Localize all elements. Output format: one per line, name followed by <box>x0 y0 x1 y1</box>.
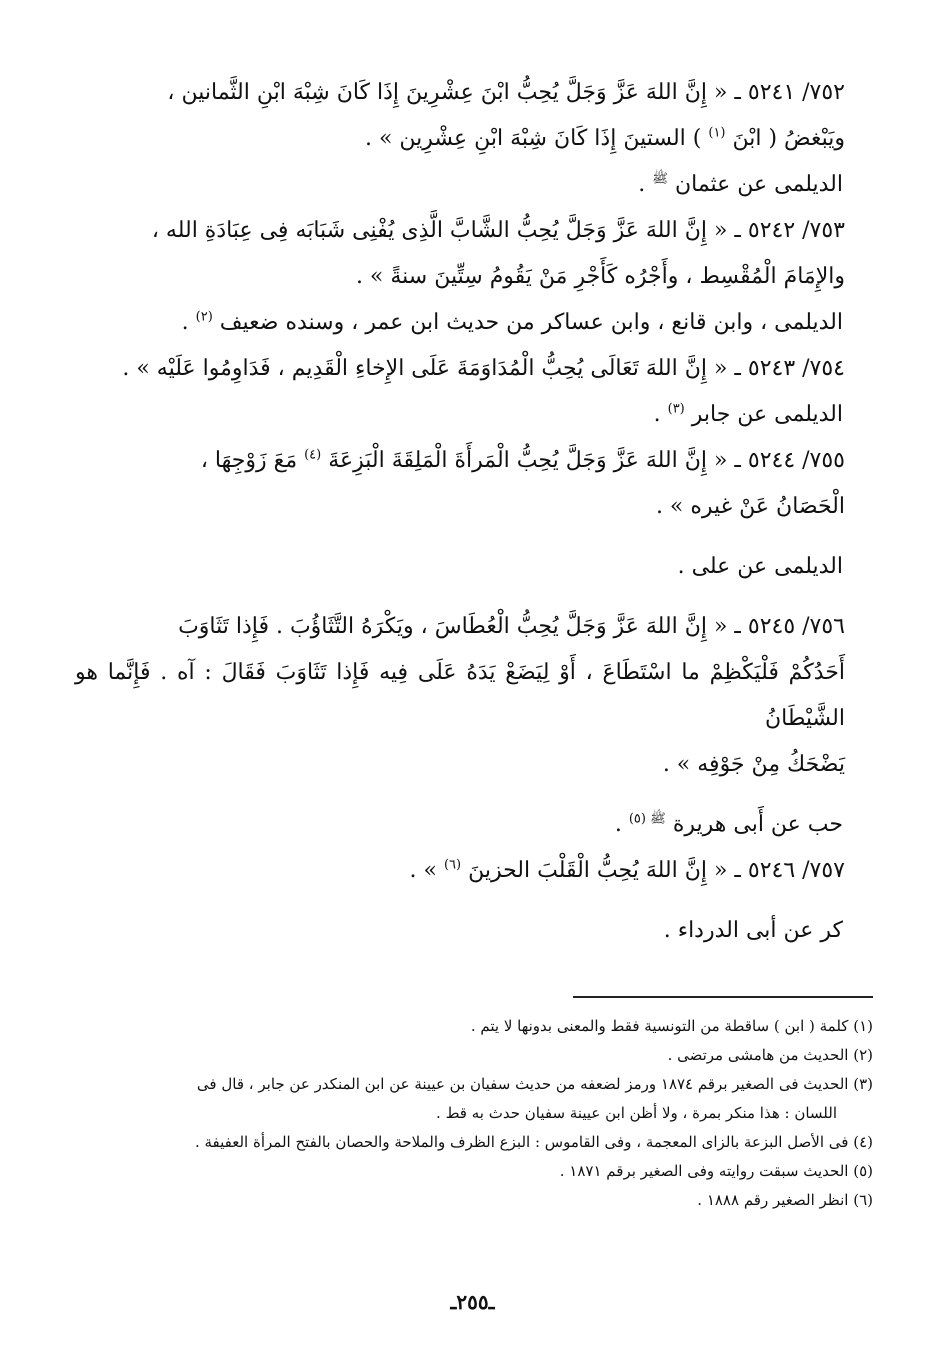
hadith-entry-757 <box>75 848 845 894</box>
hadith-entry-752 <box>75 70 845 162</box>
spacer <box>75 894 845 908</box>
hadith-text-line: ٧٥٤/ ٥٢٤٣ ـ « إِنَّ اللهَ تَعَالَى يُحِبُّ الْمُدَاوَمَةَ عَلَى الإِخاءِ الْقَدِيم ، فَدَاوِمُوا عَلَيْه » . <box>122 356 845 381</box>
footnote-3: (٣) الحديث فى الصغير برقم ١٨٧٤ ورمز لضعفه من حديث سفيان بن عيينة عن ابن المنكدر عن جابر ، قال فى <box>196 1075 873 1093</box>
footnote-marker: (٦) <box>443 857 462 873</box>
hadith-text-line: يَضْحَكُ مِنْ جَوْفِه » . <box>662 752 845 777</box>
hadith-entry-753 <box>75 208 845 300</box>
hadith-text: مَعَ زَوْجِهَا ، <box>200 448 305 473</box>
footnotes <box>73 1012 873 1215</box>
hadith-text-line: والإِمَامَ الْمُقْسِط ، وأَجْرُه كَأَجْرِ مَنْ يَقُومُ سِتِّينَ سنةً » . <box>355 264 845 289</box>
hadith-text: ٧٥٥/ ٥٢٤٤ ـ « إِنَّ اللهَ عَزَّ وَجَلَّ يُحِبُّ الْمَرأَةَ الْمَلِقَةَ الْبَزِعَةَ <box>321 448 845 473</box>
honorific-symbol: ﷺ <box>650 811 666 827</box>
source-text: حب عن أَبى هريرة <box>665 812 843 837</box>
spacer <box>75 530 845 544</box>
spacer <box>75 590 845 604</box>
hadith-entry-756 <box>75 604 845 788</box>
hadith-text-line: ٧٥٦/ ٥٢٤٥ ـ « إِنَّ اللهَ عَزَّ وَجَلَّ يُحِبُّ الْعُطَاسَ ، ويَكْرَهُ التَّثَاؤُبَ . فَإِذا تَثَاوَبَ <box>178 614 845 639</box>
honorific-symbol: ﷺ <box>652 171 668 187</box>
hadith-text: ) الستينَ إِذَا كَانَ شِبْهَ ابْنِ عِشْرِين » . <box>364 126 709 151</box>
footnote-6: (٦) انظر الصغير رقم ١٨٨٨ . <box>697 1191 873 1209</box>
footnote-marker: (١) <box>708 125 726 141</box>
footnote-4: (٤) فى الأصل البزعة بالزاى المعجمة ، وفى القاموس : البزع الظرف والملاحة والحصان بالفتح المرأة العفيفة . <box>194 1133 873 1151</box>
hadith-text-line <box>75 116 845 162</box>
hadith-text-line: أَحَدُكُمْ فَلْيَكْظِمْ ما اسْتَطَاعَ ، أَوْ لِيَضَعْ يَدَهُ عَلَى فِيه فَإِذا تَثَاوَبَ فَقَالَ : آه . فَإِنَّما هو الشَّيْطَانُ <box>75 660 845 731</box>
footnote-marker: (٣) <box>667 401 685 417</box>
footnote-3-continuation: اللسان : هذا منكر بمرة ، ولا أظن ابن عيينة سفيان حدث به قط . <box>436 1104 837 1122</box>
source-text: الديلمى ، وابن قانع ، وابن عساكر من حديث ابن عمر ، وسنده ضعيف <box>212 310 843 335</box>
hadith-source-753 <box>75 300 845 346</box>
hadith-text-line: الْحَصَانُ عَنْ غيره » . <box>655 494 845 519</box>
hadith-text: ٧٥٧/ ٥٢٤٦ ـ « إِنَّ اللهَ يُحِبُّ الْقَلْبَ الحزينَ <box>461 858 845 883</box>
hadith-source-756 <box>75 802 845 848</box>
hadith-text-line <box>75 438 845 484</box>
footnote-2: (٢) الحديث من هامشى مرتضى . <box>667 1046 873 1064</box>
hadith-source-754 <box>75 392 845 438</box>
hadith-source-755: الديلمى عن على . <box>677 554 843 579</box>
hadith-text-line: ٧٥٢/ ٥٢٤١ ـ « إِنَّ اللهَ عَزَّ وَجَلَّ يُحِبُّ ابْنَ عِشْرِينَ إِذَا كَانَ شِبْهَ ابْنِ الثَّمانين ، <box>167 80 845 105</box>
footnote-1: (١) كلمة ( ابن ) ساقطة من التونسية فقط والمعنى بدونها لا يتم . <box>470 1017 873 1035</box>
footnote-marker: (٥) <box>628 811 651 827</box>
source-text: الديلمى عن جابر <box>684 402 843 427</box>
hadith-entry-755 <box>75 438 845 530</box>
footnote-5: (٥) الحديث سبقت روايته وفى الصغير برقم ١٨٧١ . <box>559 1162 873 1180</box>
hadith-text: ويَبْغضُ ( ابْنَ <box>725 126 845 151</box>
hadith-entry-754 <box>75 346 845 392</box>
page-number: ـ٢٥٥ـ <box>450 1290 495 1314</box>
hadith-text-line: ٧٥٣/ ٥٢٤٢ ـ « إِنَّ اللهَ عَزَّ وَجَلَّ يُحِبُّ الشَّابَّ الَّذِى يُفْنِى شَبَابَه فِى عِبَادَةِ الله ، <box>151 218 845 243</box>
source-text: الديلمى عن عثمان <box>667 172 843 197</box>
source-text: . <box>653 402 668 427</box>
main-text <box>75 70 845 954</box>
footnote-marker: (٢) <box>195 309 213 325</box>
source-text: . <box>181 310 196 335</box>
hadith-source-752 <box>75 162 845 208</box>
hadith-text: » . <box>409 858 444 883</box>
hadith-text-line <box>75 848 845 894</box>
spacer <box>75 788 845 802</box>
footnote-divider <box>573 996 873 998</box>
source-text: . <box>638 172 653 197</box>
footnote-marker: (٤) <box>304 447 322 463</box>
source-text: . <box>614 812 629 837</box>
hadith-source-757: كر عن أبى الدرداء . <box>663 918 843 943</box>
